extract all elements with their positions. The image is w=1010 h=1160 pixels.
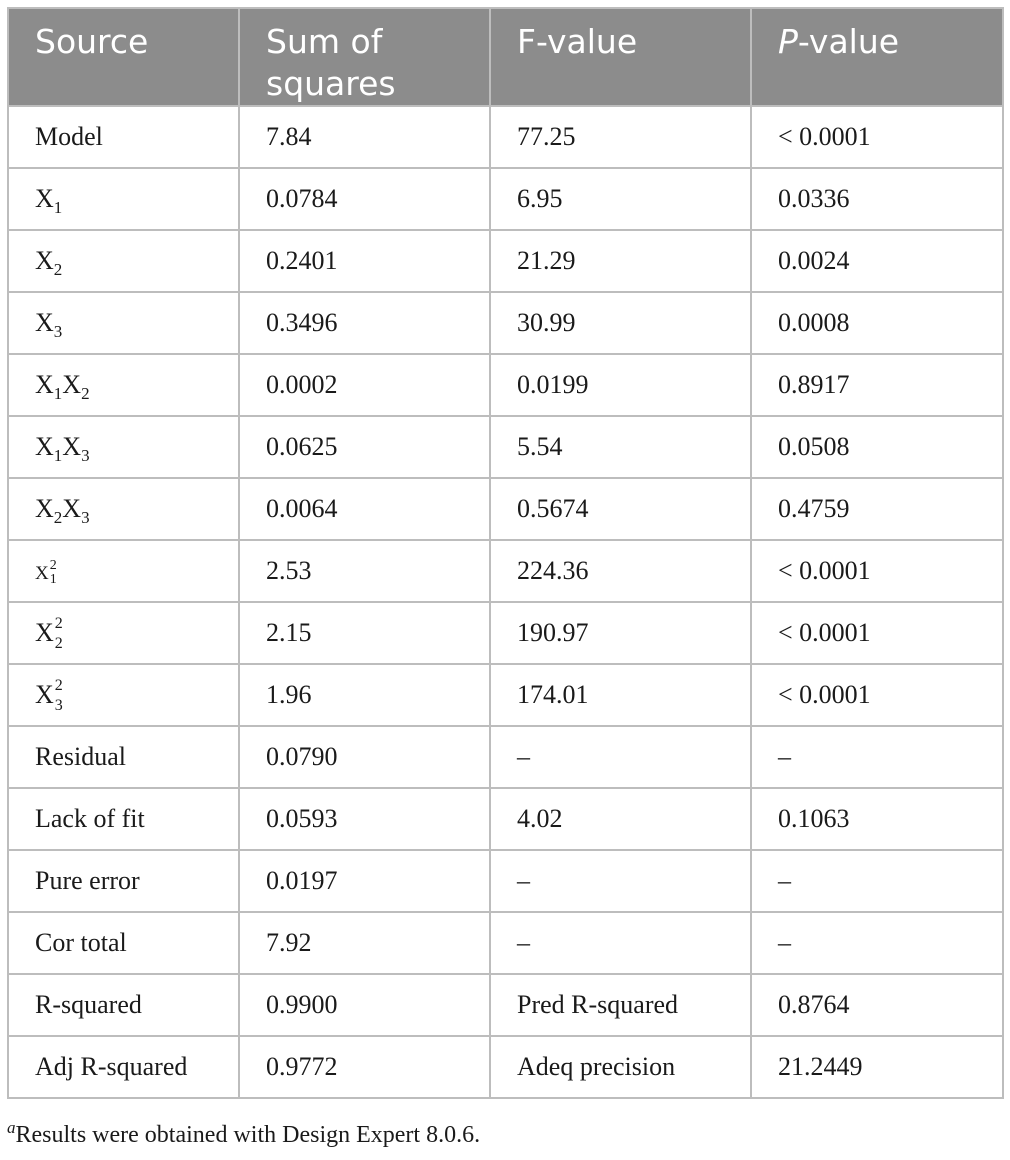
cell-p-value: 21.2449 (751, 1036, 1003, 1098)
cell-sum-of-squares: 0.0002 (239, 354, 490, 416)
var-base: X (35, 680, 54, 709)
table-row (8, 168, 1003, 230)
cell-source (8, 540, 239, 602)
cell-source (8, 602, 239, 664)
var-base: X (35, 494, 54, 523)
var-base: X (35, 246, 54, 275)
cell-f-value: 30.99 (490, 292, 751, 354)
cell-f-value: 0.0199 (490, 354, 751, 416)
cell-source (8, 416, 239, 478)
cell-sum-of-squares: 0.3496 (239, 292, 490, 354)
cell-source (8, 168, 239, 230)
var-subscript: 1 (53, 384, 63, 403)
var-base: X (62, 494, 82, 523)
cell-f-value: 6.95 (490, 168, 751, 230)
var-subscript: 2 (81, 384, 90, 403)
var-subscript: 3 (81, 446, 90, 465)
cell-p-value: – (751, 850, 1003, 912)
var-subscript: 2 (53, 260, 63, 279)
cell-p-value: 0.0024 (751, 230, 1003, 292)
cell-p-value: 0.0336 (751, 168, 1003, 230)
var-base: X (35, 184, 54, 213)
table-row (8, 416, 1003, 478)
var-superscript: 2 (49, 558, 57, 573)
cell-source (8, 354, 239, 416)
cell-sum-of-squares: 0.9772 (239, 1036, 490, 1098)
cell-f-value: – (490, 726, 751, 788)
cell-source: Adj R-squared (8, 1036, 239, 1098)
var-base: X (35, 370, 54, 399)
cell-p-value: – (751, 912, 1003, 974)
cell-f-value: 21.29 (490, 230, 751, 292)
table-row (8, 850, 1003, 912)
cell-p-value: 0.1063 (751, 788, 1003, 850)
cell-source (8, 664, 239, 726)
cell-p-value: 0.8764 (751, 974, 1003, 1036)
table-row (8, 664, 1003, 726)
cell-source (8, 478, 239, 540)
cell-sum-of-squares: 0.0625 (239, 416, 490, 478)
cell-f-value: – (490, 912, 751, 974)
cell-source: R-squared (8, 974, 239, 1036)
header-p-rest: -value (797, 22, 900, 61)
header-source: Source (8, 8, 239, 106)
var-subscript: 2 (54, 635, 63, 652)
header-p-value (751, 8, 1003, 106)
cell-sum-of-squares: 0.0784 (239, 168, 490, 230)
footnote-marker: a (7, 1118, 16, 1137)
table-row (8, 478, 1003, 540)
cell-p-value: < 0.0001 (751, 540, 1003, 602)
cell-f-value: 77.25 (490, 106, 751, 168)
cell-sum-of-squares: 2.53 (239, 540, 490, 602)
cell-f-value: 0.5674 (490, 478, 751, 540)
cell-sum-of-squares: 0.9900 (239, 974, 490, 1036)
var-superscript: 2 (54, 677, 63, 694)
cell-f-value: – (490, 850, 751, 912)
cell-p-value: < 0.0001 (751, 602, 1003, 664)
var-base: X (35, 432, 54, 461)
var-base: X (35, 563, 49, 584)
table-row (8, 540, 1003, 602)
var-base: X (62, 370, 82, 399)
var-sup-sub (49, 558, 61, 587)
cell-p-value: 0.0508 (751, 416, 1003, 478)
var-subscript: 2 (53, 508, 63, 527)
cell-source (8, 230, 239, 292)
table-row (8, 974, 1003, 1036)
table-header-row (8, 8, 1003, 106)
var-subscript: 1 (49, 572, 57, 587)
cell-sum-of-squares: 0.0064 (239, 478, 490, 540)
cell-p-value: < 0.0001 (751, 664, 1003, 726)
anova-table-container (7, 7, 1002, 1099)
table-row (8, 1036, 1003, 1098)
header-f-value: F-value (490, 8, 751, 106)
var-subscript: 3 (53, 322, 63, 341)
var-subscript: 3 (54, 697, 63, 714)
var-sup-sub (54, 677, 66, 714)
cell-source: Model (8, 106, 239, 168)
cell-sum-of-squares: 0.0197 (239, 850, 490, 912)
table-row (8, 602, 1003, 664)
cell-p-value: < 0.0001 (751, 106, 1003, 168)
var-subscript: 3 (81, 508, 90, 527)
cell-p-value: 0.4759 (751, 478, 1003, 540)
var-base: X (62, 432, 82, 461)
var-superscript: 2 (54, 615, 63, 632)
table-footnote (7, 1118, 481, 1149)
var-base: X (35, 308, 54, 337)
cell-f-value: 224.36 (490, 540, 751, 602)
cell-source: Lack of fit (8, 788, 239, 850)
cell-sum-of-squares: 0.0593 (239, 788, 490, 850)
cell-f-value: 5.54 (490, 416, 751, 478)
cell-source: Pure error (8, 850, 239, 912)
cell-p-value: 0.8917 (751, 354, 1003, 416)
table-row (8, 912, 1003, 974)
cell-source: Residual (8, 726, 239, 788)
var-sup-sub (54, 615, 66, 652)
cell-source: Cor total (8, 912, 239, 974)
cell-p-value: 0.0008 (751, 292, 1003, 354)
footnote-text: Results were obtained with Design Expert 8.0.6. (15, 1122, 481, 1148)
table-row (8, 106, 1003, 168)
cell-source (8, 292, 239, 354)
cell-sum-of-squares: 0.0790 (239, 726, 490, 788)
cell-f-value: 190.97 (490, 602, 751, 664)
table-row (8, 726, 1003, 788)
cell-p-value: – (751, 726, 1003, 788)
table-row (8, 354, 1003, 416)
anova-table (7, 7, 1004, 1099)
cell-f-value: 174.01 (490, 664, 751, 726)
cell-sum-of-squares: 7.92 (239, 912, 490, 974)
var-base: X (35, 618, 54, 647)
table-row (8, 230, 1003, 292)
cell-sum-of-squares: 1.96 (239, 664, 490, 726)
header-p-italic: P (778, 22, 798, 61)
var-subscript: 1 (53, 446, 63, 465)
header-sum-of-squares: Sum of squares (239, 8, 490, 106)
cell-f-value: 4.02 (490, 788, 751, 850)
table-row (8, 292, 1003, 354)
cell-f-value: Pred R-squared (490, 974, 751, 1036)
cell-sum-of-squares: 2.15 (239, 602, 490, 664)
cell-sum-of-squares: 0.2401 (239, 230, 490, 292)
table-row (8, 788, 1003, 850)
var-subscript: 1 (53, 198, 63, 217)
cell-f-value: Adeq precision (490, 1036, 751, 1098)
cell-sum-of-squares: 7.84 (239, 106, 490, 168)
